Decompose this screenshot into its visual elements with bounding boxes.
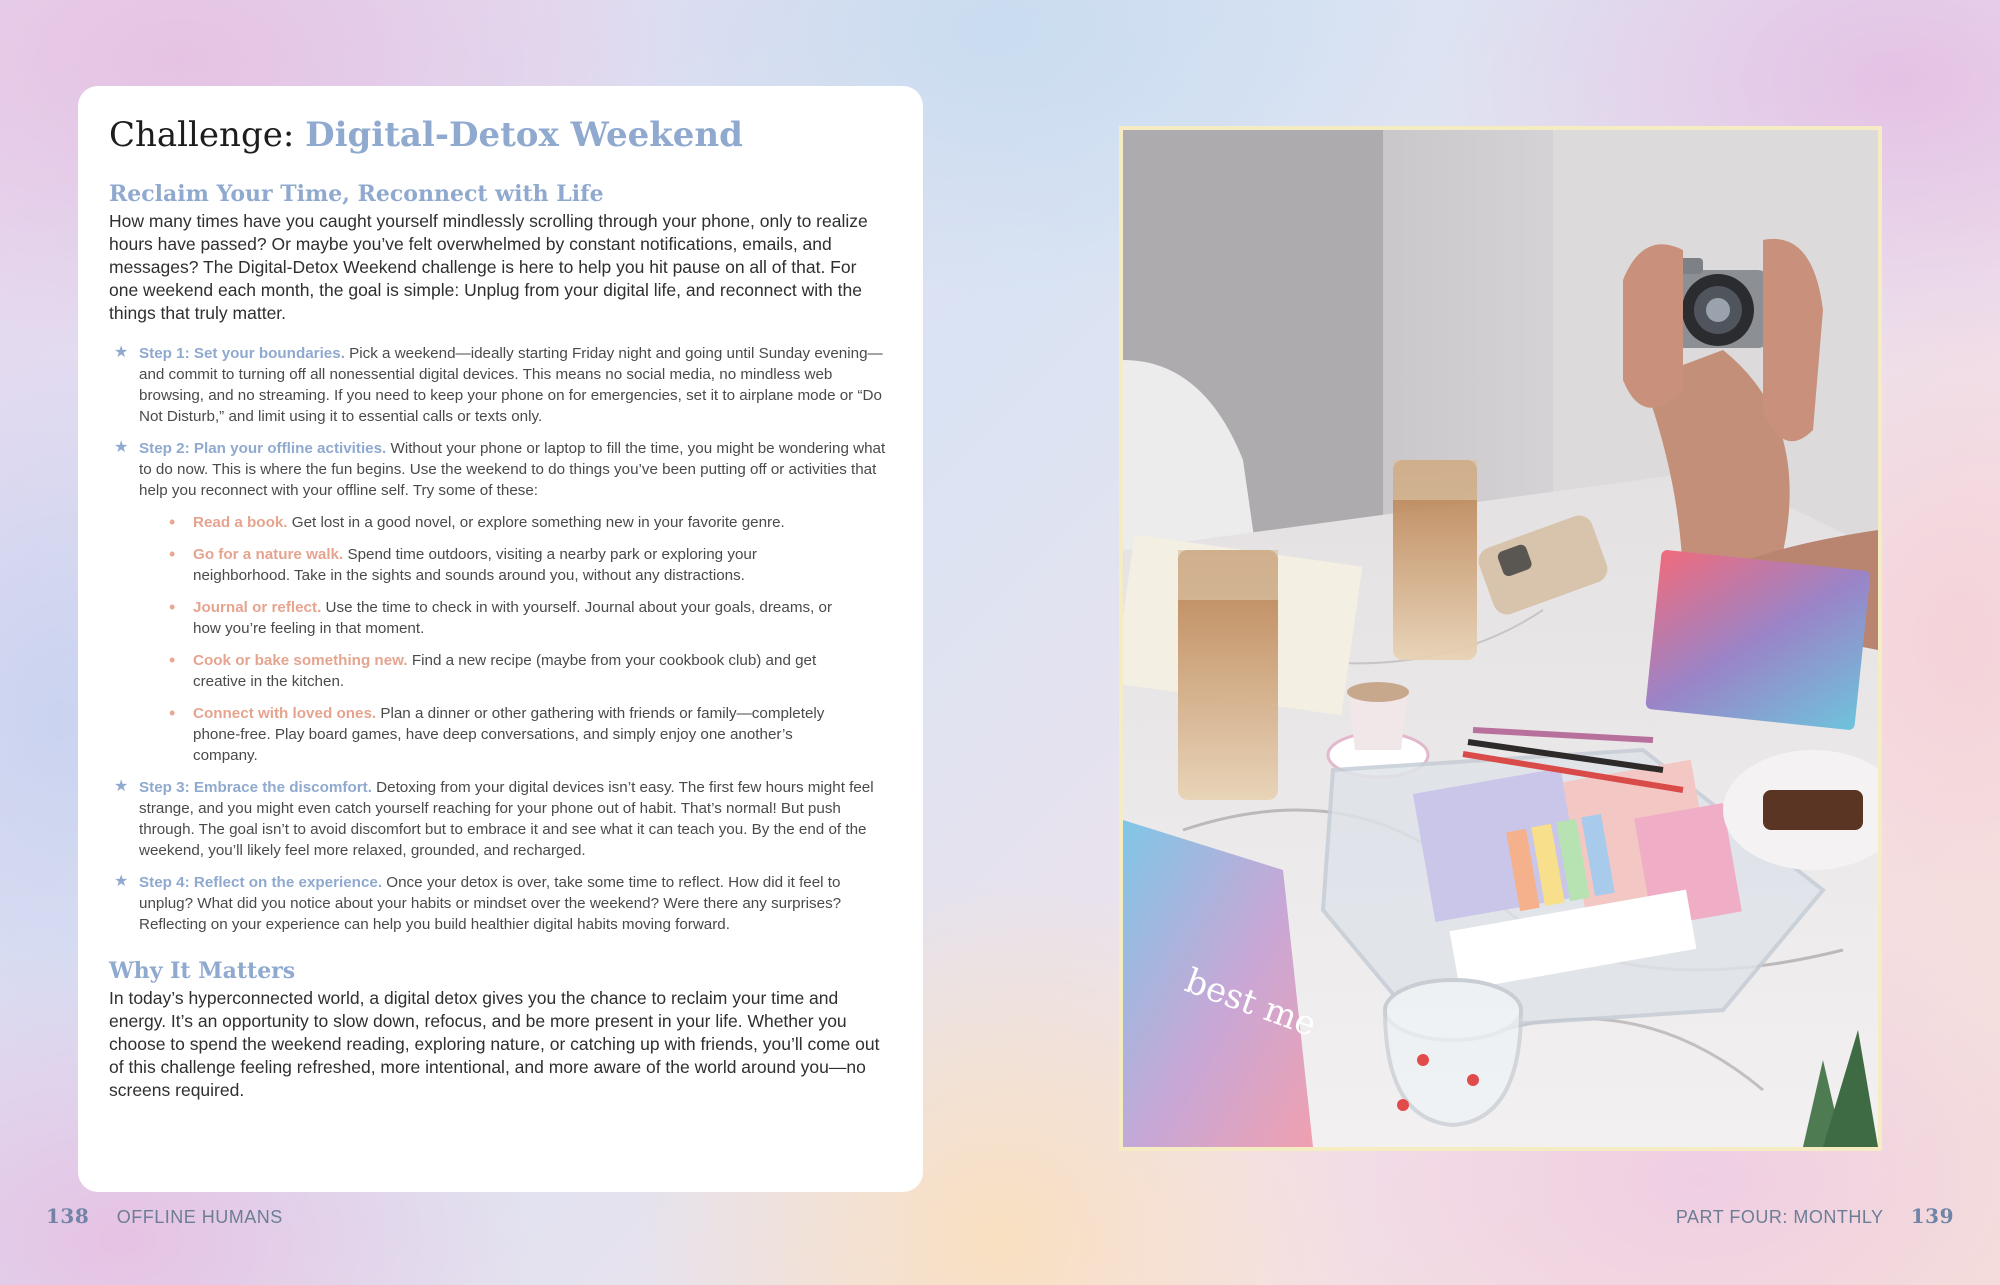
section-heading-reclaim: Reclaim Your Time, Reconnect with Life bbox=[109, 181, 604, 207]
why-paragraph: In today’s hyperconnected world, a digital detox gives you the chance to reclaim your time and energy. It’s an opportunity to slow down, refocus, and be more present in your life. Whether you choose to spend the weekend reading, exploring nature, or catching up with friends, you’ll come out of this challenge feeling refreshed, more intentional, and more aware of the world around you—no screens required. bbox=[109, 988, 880, 1100]
book-cover-text: best me bbox=[1179, 960, 1322, 1046]
activities-list bbox=[169, 512, 889, 766]
activity-item bbox=[169, 703, 833, 766]
activity-item bbox=[169, 544, 833, 586]
step-lead: Step 2: Plan your offline activities. bbox=[139, 440, 387, 457]
section-heading-why: Why It Matters bbox=[109, 958, 296, 984]
photo-frame bbox=[1119, 126, 1882, 1151]
activity-text: Use the time to check in with yourself. Journal about your goals, dreams, or how you’re feeling in that moment. bbox=[193, 599, 833, 637]
dot-bullet-icon: • bbox=[169, 703, 176, 723]
star-bullet-icon: ★ bbox=[114, 439, 129, 456]
activity-text: Get lost in a good novel, or explore something new in your favorite genre. bbox=[287, 514, 785, 531]
step-lead: Step 4: Reflect on the experience. bbox=[139, 874, 383, 891]
title-accent: Digital-Detox Weekend bbox=[305, 115, 743, 155]
step-item bbox=[109, 438, 889, 766]
step-item bbox=[109, 343, 889, 427]
step-text: Detoxing from your digital devices isn’t easy. The first few hours might feel strange, and you might even catch yourself reaching for your phone out of habit. That’s normal! But push through. The goal isn’t to avoid discomfort but to embrace it and see what it can teach you. By the end of the weekend, you’ll likely feel more relaxed, grounded, and recharged. bbox=[139, 779, 874, 859]
activity-item bbox=[169, 597, 833, 639]
page-title bbox=[109, 112, 889, 158]
dot-bullet-icon: • bbox=[169, 597, 176, 617]
right-page-number: 139 bbox=[1910, 1204, 1954, 1228]
intro-paragraph: How many times have you caught yourself mindlessly scrolling through your phone, only to realize hours have passed? Or maybe you’ve felt overwhelmed by constant notifications, emails, and messages? The Digital-Detox Weekend challenge is here to help you hit pause on all of that. For one weekend each month, the goal is simple: Unplug from your digital life, and reconnect with the things that truly matter. bbox=[109, 211, 868, 323]
dot-bullet-icon: • bbox=[169, 512, 176, 532]
step-item bbox=[109, 872, 889, 935]
left-running-head: OFFLINE HUMANS bbox=[116, 1207, 283, 1227]
activity-item bbox=[169, 650, 833, 692]
activity-text: Plan a dinner or other gathering with friends or family—completely phone-free. Play board games, have deep conversations, and simply enjoy one another’s company. bbox=[193, 705, 825, 764]
star-bullet-icon: ★ bbox=[114, 344, 129, 361]
step-text: Once your detox is over, take some time to reflect. How did it feel to unplug? What did you notice about your habits or mindset over the weekend? Were there any surprises? Reflecting on your experience can help you build healthier digital habits moving forward. bbox=[139, 874, 842, 933]
activity-text: Spend time outdoors, visiting a nearby park or exploring your neighborhood. Take in the sights and sounds around you, without any distractions. bbox=[193, 546, 757, 584]
step-lead: Step 3: Embrace the discomfort. bbox=[139, 779, 372, 796]
activity-lead: Read a book. bbox=[193, 514, 288, 531]
camera-photo-illustration bbox=[1123, 130, 1878, 1147]
step-text: Pick a weekend—ideally starting Friday night and going until Sunday evening—and commit to turning off all nonessential digital devices. This means no social media, no mindless web browsing, and no streaming. If you need to keep your phone on for emergencies, set it to airplane mode or “Do Not Disturb,” and limit using it to essential calls or texts only. bbox=[139, 345, 883, 425]
left-page-number: 138 bbox=[46, 1204, 90, 1228]
title-prefix: Challenge: bbox=[109, 115, 295, 155]
step-text: Without your phone or laptop to fill the time, you might be wondering what to do now. This is where the fun begins. Use the weekend to do things you’ve been putting off or activities that help you reconnect with your offline self. Try some of these: bbox=[139, 440, 886, 499]
activity-text: Find a new recipe (maybe from your cookbook club) and get creative in the kitchen. bbox=[193, 652, 817, 690]
footer-left bbox=[46, 1204, 283, 1228]
steps-list bbox=[109, 343, 889, 935]
right-running-head: PART FOUR: MONTHLY bbox=[1675, 1207, 1884, 1227]
activity-item bbox=[169, 512, 833, 533]
activity-lead: Connect with loved ones. bbox=[193, 705, 377, 722]
text-panel bbox=[78, 86, 923, 1192]
star-bullet-icon: ★ bbox=[114, 778, 129, 795]
activity-lead: Cook or bake something new. bbox=[193, 652, 408, 669]
dot-bullet-icon: • bbox=[169, 544, 176, 564]
step-item bbox=[109, 777, 889, 861]
activity-lead: Go for a nature walk. bbox=[193, 546, 344, 563]
activity-lead: Journal or reflect. bbox=[193, 599, 322, 616]
step-lead: Step 1: Set your boundaries. bbox=[139, 345, 345, 362]
star-bullet-icon: ★ bbox=[114, 873, 129, 890]
footer-right bbox=[1676, 1204, 1954, 1228]
dot-bullet-icon: • bbox=[169, 650, 176, 670]
